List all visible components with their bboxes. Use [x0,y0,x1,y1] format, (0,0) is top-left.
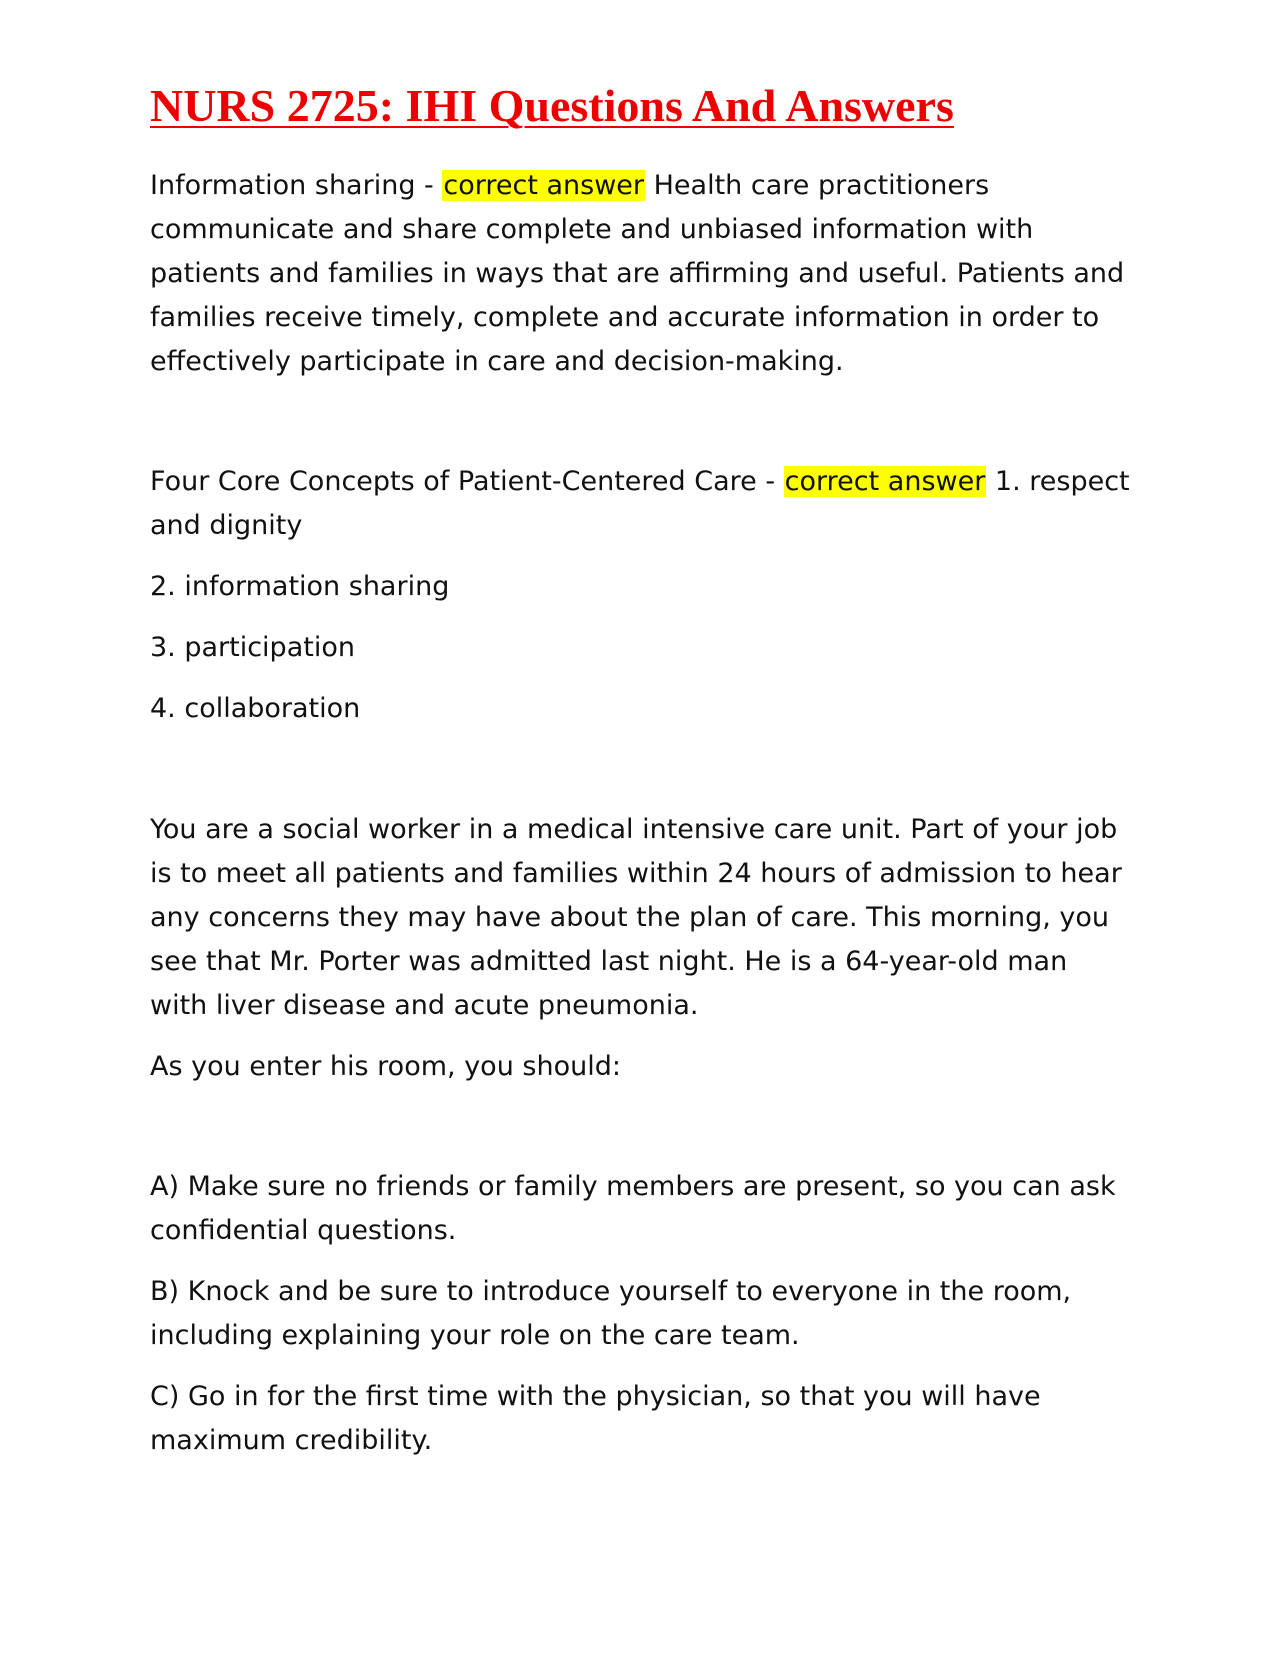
correct-answer-highlight: correct answer [784,466,986,497]
answer-text: Health care practitioners communicate and share complete and unbiased information with patients and families in ways that are affirming and useful. Patients and families receive timely, complete and accurate information in order to effectively participate in care and decision-making. [150,170,1125,377]
scenario-text: You are a social worker in a medical intensive care unit. Part of your job is to meet all patients and families within 24 hours of admission to hear any concerns they may have about the plan of care. This morning, you see that Mr. Porter was admitted last night. He is a 64-year-old man with liver disease and acute pneumonia. [150,814,1122,1021]
scenario-prompt: As you enter his room, you should: [150,1051,621,1082]
question-text: Four Core Concepts of Patient-Centered Care - [150,466,784,497]
spacer [150,1089,1130,1165]
list-item: 2. information sharing [150,571,450,602]
answer-text: 1. respect and dignity [150,466,1130,541]
list-item: 3. participation [150,632,355,663]
option-b: B) Knock and be sure to introduce yourself to everyone in the room, including explaining your role on the care team. [150,1276,1072,1351]
question-text: Information sharing - [150,170,443,201]
option-c: C) Go in for the first time with the physician, so that you will have maximum credibility. [150,1381,1041,1456]
document-body [150,78,1130,1463]
spacer [150,731,1130,808]
document-title: NURS 2725: IHI Questions And Answers [150,80,954,131]
list-item: 4. collaboration [150,693,361,724]
correct-answer-highlight: correct answer [443,170,645,201]
option-a: A) Make sure no friends or family members are present, so you can ask confidential questions. [150,1171,1116,1246]
spacer [150,384,1130,460]
qa-information-sharing [150,164,1130,384]
qa-core-concepts [150,460,1130,548]
